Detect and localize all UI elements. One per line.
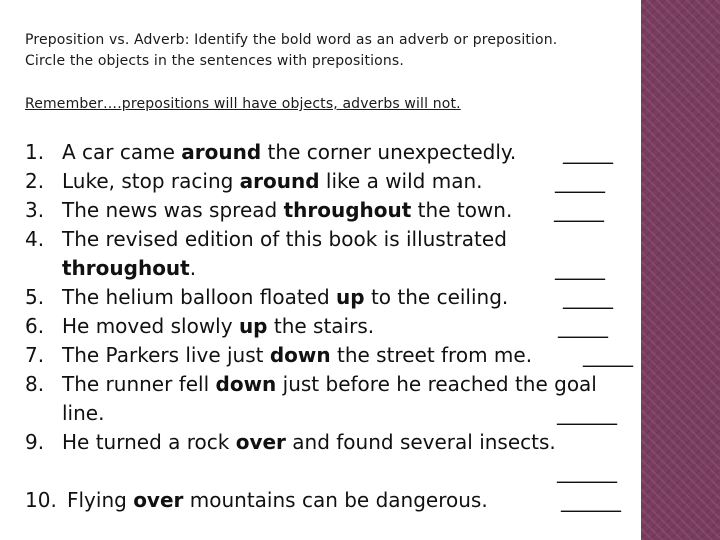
sentence-text: The runner fell [62,372,216,396]
side-band-texture [641,0,720,540]
item-sentence [62,341,532,370]
sentence-text: . [189,256,197,280]
answer-blank[interactable]: _____ [555,256,605,280]
item-number: 3. [25,198,45,222]
item-sentence [62,196,512,225]
answer-blank[interactable]: _____ [563,285,613,309]
list-item [25,370,640,399]
sentence-text: like a wild man. [319,169,483,193]
sentence-text: to the ceiling. [364,285,509,309]
bold-word: up [336,285,365,309]
answer-blank[interactable]: _____ [558,314,608,338]
sentence-text: A car came [62,140,182,164]
sentence-text: the stairs. [267,314,375,338]
item-sentence [62,254,196,283]
answer-blank[interactable]: _____ [554,198,604,222]
item-sentence: line. [62,401,105,425]
answer-blank[interactable]: _____ [555,169,605,193]
bold-word: throughout [62,256,190,280]
sentence-text: He moved slowly [62,314,239,338]
remember-note: Remember….prepositions will have objects, adverbs will not. [25,96,461,112]
item-sentence [62,312,374,341]
instructions-line-2: Circle the objects in the sentences with prepositions. [25,53,404,69]
sentence-text: mountains can be dangerous. [183,488,488,512]
sentence-text: the street from me. [330,343,533,367]
list-item [25,312,640,341]
instructions [25,30,640,72]
sentence-text: He turned a rock [62,430,236,454]
sentence-text: the corner unexpectedly. [261,140,517,164]
answer-blank[interactable]: _____ [583,343,633,367]
decorative-side-band [641,0,720,540]
sentence-text: Luke, stop racing [62,169,240,193]
instructions-line-1: Preposition vs. Adverb: Identify the bold word as an adverb or preposition. [25,32,558,48]
bold-word: up [238,314,268,338]
list-item [25,428,640,457]
item-number: 8. [25,372,45,396]
list-item [25,167,640,196]
bold-word: down [269,343,331,367]
list-item-continuation [25,399,640,428]
answer-blank[interactable]: ______ [561,488,621,512]
item-sentence: The revised edition of this book is illustrated [62,227,507,251]
list-item [25,196,640,225]
answer-blank[interactable]: ______ [557,401,617,425]
item-number: 4. [25,227,45,251]
bold-word: around [181,140,262,164]
bold-word: down [215,372,277,396]
sentence-text: Flying [67,488,134,512]
list-item [25,138,640,167]
item-sentence [62,167,483,196]
sentence-text: and found several insects. [285,430,556,454]
item-number: 7. [25,343,45,367]
item-sentence [62,428,556,457]
answer-blank[interactable]: ______ [557,459,617,483]
sentence-text: the town. [411,198,513,222]
item-number: 6. [25,314,45,338]
list-item [25,283,640,312]
sentence-text: just before he reached the goal [276,372,597,396]
sentence-text: The news was spread [62,198,284,222]
bold-word: over [133,488,184,512]
item-sentence [62,370,597,399]
list-item-continuation [25,254,640,283]
item-sentence [67,486,488,515]
item-sentence [62,138,516,167]
list-item-continuation [25,457,640,486]
bold-word: over [235,430,286,454]
sentence-text: The helium balloon floated [62,285,337,309]
item-number: 5. [25,285,45,309]
sentence-text: The Parkers live just [62,343,270,367]
bold-word: throughout [283,198,412,222]
list-item [25,341,640,370]
item-number: 1. [25,140,45,164]
item-number: 10. [25,488,57,512]
item-sentence [62,283,508,312]
bold-word: around [239,169,320,193]
list-item [25,486,640,515]
answer-blank[interactable]: _____ [563,140,613,164]
item-number: 2. [25,169,45,193]
list-item [25,225,640,254]
item-number: 9. [25,430,45,454]
